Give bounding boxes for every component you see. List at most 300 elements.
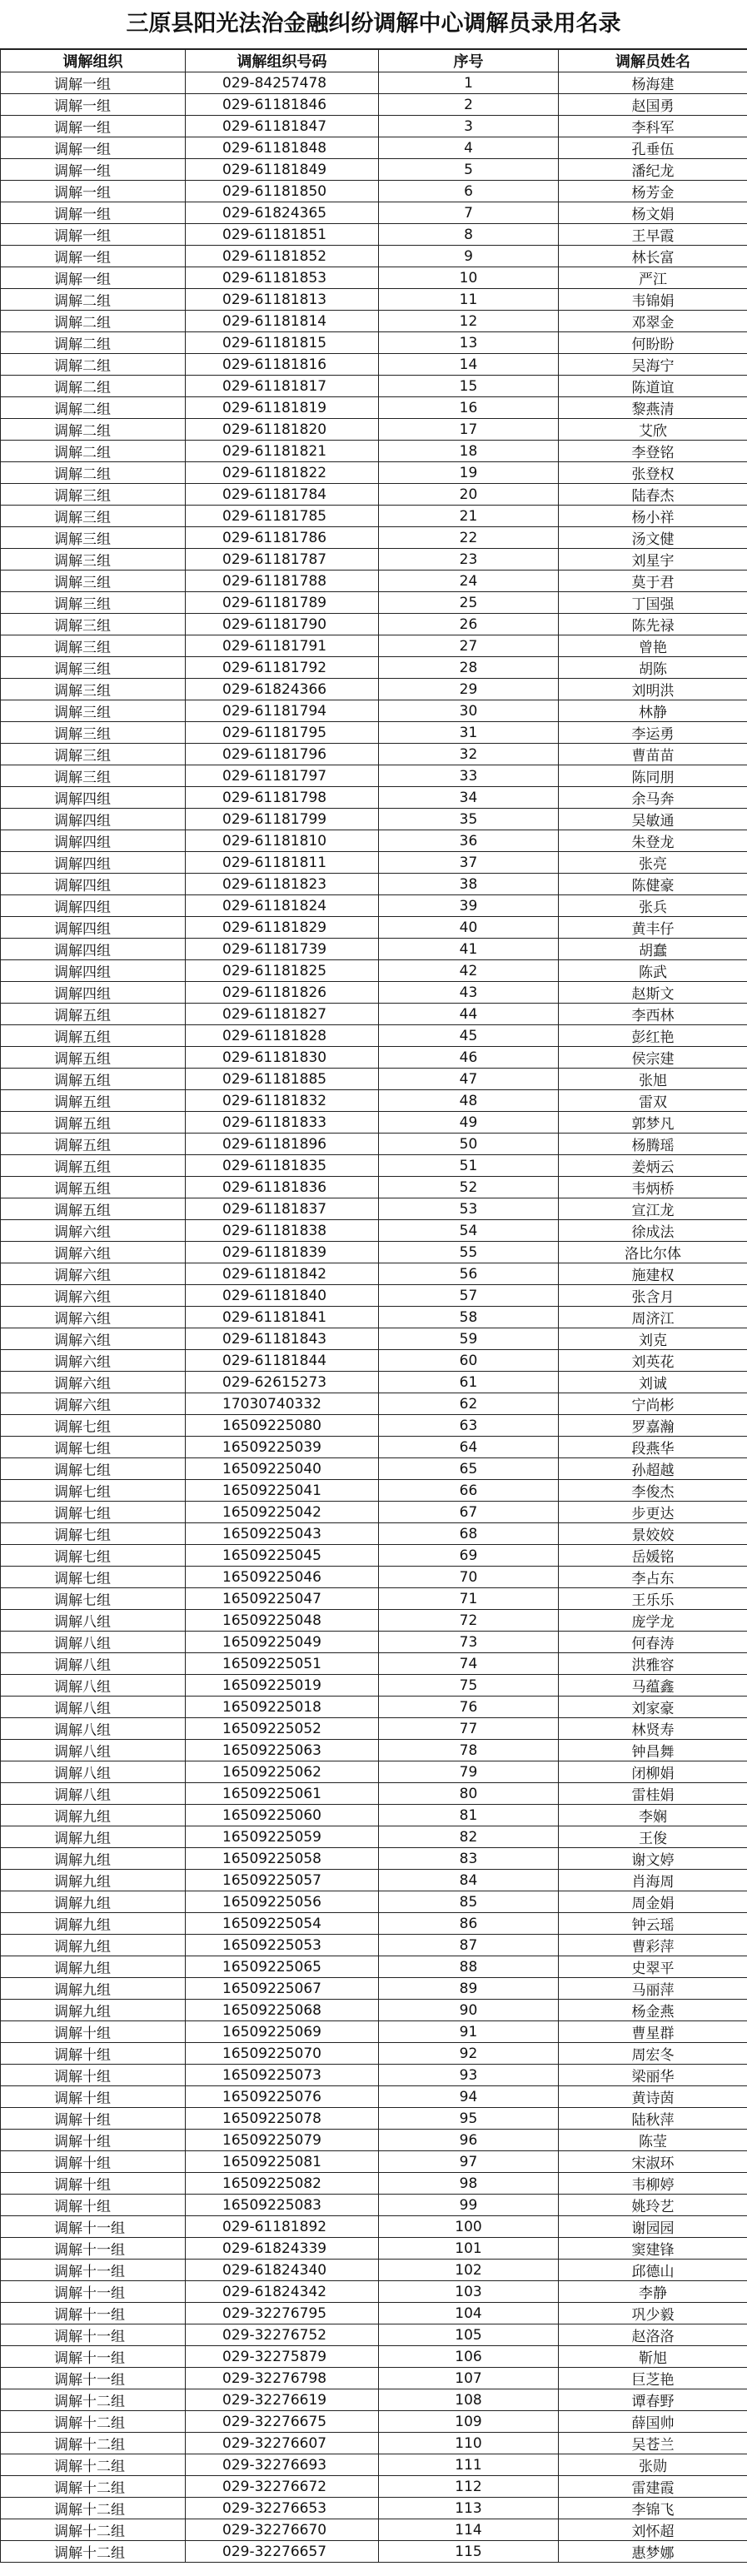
cell-phone: 16509225082	[186, 2173, 379, 2195]
table-row	[1, 2541, 747, 2563]
cell-organization: 调解一组	[1, 181, 186, 202]
cell-mediator-name: 段燕华	[559, 1437, 747, 1458]
cell-organization: 调解一组	[1, 246, 186, 267]
cell-phone: 16509225052	[186, 1718, 379, 1740]
cell-sequence: 67	[379, 1502, 559, 1523]
table-row	[1, 700, 747, 722]
cell-sequence: 76	[379, 1697, 559, 1718]
cell-phone: 029-61181846	[186, 94, 379, 116]
cell-mediator-name: 钟云瑶	[559, 1913, 747, 1935]
cell-mediator-name: 杨金燕	[559, 2000, 747, 2021]
cell-phone: 16509225041	[186, 1480, 379, 1502]
cell-phone: 16509225058	[186, 1848, 379, 1870]
cell-organization: 调解十二组	[1, 2498, 186, 2519]
cell-sequence: 29	[379, 679, 559, 700]
cell-phone: 16509225065	[186, 1956, 379, 1978]
cell-phone: 029-61181797	[186, 765, 379, 787]
cell-sequence: 69	[379, 1545, 559, 1567]
cell-phone: 029-62615273	[186, 1372, 379, 1393]
cell-organization: 调解八组	[1, 1610, 186, 1632]
table-row	[1, 2043, 747, 2065]
cell-organization: 调解四组	[1, 830, 186, 852]
cell-mediator-name: 姚玲艺	[559, 2195, 747, 2216]
table-row	[1, 1718, 747, 1740]
cell-phone: 029-61824342	[186, 2281, 379, 2303]
cell-sequence: 77	[379, 1718, 559, 1740]
cell-organization: 调解八组	[1, 1740, 186, 1761]
cell-phone: 16509225039	[186, 1437, 379, 1458]
cell-mediator-name: 张兵	[559, 895, 747, 917]
cell-mediator-name: 惠梦娜	[559, 2541, 747, 2563]
cell-phone: 029-61181835	[186, 1155, 379, 1177]
cell-sequence: 68	[379, 1523, 559, 1545]
cell-phone: 029-61181819	[186, 397, 379, 419]
table-row	[1, 2281, 747, 2303]
table-row	[1, 2303, 747, 2324]
table-row	[1, 202, 747, 224]
cell-mediator-name: 李娴	[559, 1805, 747, 1826]
cell-sequence: 86	[379, 1913, 559, 1935]
cell-mediator-name: 步更达	[559, 1502, 747, 1523]
cell-mediator-name: 王早霞	[559, 224, 747, 246]
table-row	[1, 137, 747, 159]
cell-organization: 调解一组	[1, 116, 186, 137]
cell-organization: 调解一组	[1, 159, 186, 181]
cell-sequence: 71	[379, 1588, 559, 1610]
cell-sequence: 50	[379, 1134, 559, 1155]
table-row	[1, 982, 747, 1004]
cell-mediator-name: 陆春杰	[559, 484, 747, 506]
table-row	[1, 852, 747, 874]
cell-sequence: 32	[379, 744, 559, 765]
cell-phone: 029-61181822	[186, 462, 379, 484]
cell-phone: 029-61181788	[186, 571, 379, 592]
cell-phone: 16509225068	[186, 2000, 379, 2021]
cell-phone: 029-61181810	[186, 830, 379, 852]
table-row	[1, 224, 747, 246]
cell-sequence: 42	[379, 960, 559, 982]
table-row	[1, 1783, 747, 1805]
cell-phone: 029-32276670	[186, 2519, 379, 2541]
cell-mediator-name: 谭春野	[559, 2389, 747, 2411]
table-row	[1, 1761, 747, 1783]
cell-sequence: 112	[379, 2476, 559, 2498]
cell-organization: 调解三组	[1, 549, 186, 571]
cell-sequence: 54	[379, 1220, 559, 1242]
cell-mediator-name: 肖海周	[559, 1870, 747, 1891]
cell-organization: 调解三组	[1, 506, 186, 527]
cell-sequence: 26	[379, 614, 559, 635]
table-row	[1, 1328, 747, 1350]
table-row	[1, 2476, 747, 2498]
cell-organization: 调解五组	[1, 1004, 186, 1025]
table-row	[1, 2108, 747, 2130]
table-row	[1, 1177, 747, 1198]
cell-phone: 029-61181821	[186, 441, 379, 462]
cell-mediator-name: 梁丽华	[559, 2065, 747, 2086]
cell-organization: 调解二组	[1, 462, 186, 484]
cell-phone: 029-61181852	[186, 246, 379, 267]
table-row	[1, 2130, 747, 2151]
table-row	[1, 2498, 747, 2519]
cell-organization: 调解九组	[1, 1913, 186, 1935]
cell-organization: 调解十组	[1, 2043, 186, 2065]
cell-organization: 调解一组	[1, 224, 186, 246]
cell-organization: 调解十二组	[1, 2433, 186, 2454]
cell-phone: 029-32276795	[186, 2303, 379, 2324]
cell-mediator-name: 谢文婷	[559, 1848, 747, 1870]
cell-mediator-name: 胡陈	[559, 657, 747, 679]
cell-phone: 029-61181839	[186, 1242, 379, 1263]
cell-sequence: 44	[379, 1004, 559, 1025]
cell-organization: 调解二组	[1, 311, 186, 332]
cell-sequence: 80	[379, 1783, 559, 1805]
table-row	[1, 246, 747, 267]
cell-organization: 调解七组	[1, 1437, 186, 1458]
table-row	[1, 1112, 747, 1134]
cell-mediator-name: 孙超越	[559, 1458, 747, 1480]
cell-phone: 029-61181820	[186, 419, 379, 441]
table-row	[1, 1025, 747, 1047]
cell-mediator-name: 余马奔	[559, 787, 747, 809]
cell-organization: 调解四组	[1, 917, 186, 939]
table-row	[1, 1458, 747, 1480]
cell-organization: 调解三组	[1, 679, 186, 700]
cell-organization: 调解三组	[1, 614, 186, 635]
cell-mediator-name: 朱登龙	[559, 830, 747, 852]
cell-sequence: 25	[379, 592, 559, 614]
table-row	[1, 2324, 747, 2346]
table-row	[1, 376, 747, 397]
cell-sequence: 20	[379, 484, 559, 506]
cell-organization: 调解二组	[1, 289, 186, 311]
cell-phone: 029-61181787	[186, 549, 379, 571]
table-row	[1, 1653, 747, 1675]
cell-phone: 16509225080	[186, 1415, 379, 1437]
table-row	[1, 1545, 747, 1567]
cell-mediator-name: 郭梦凡	[559, 1112, 747, 1134]
cell-mediator-name: 李占东	[559, 1567, 747, 1588]
cell-mediator-name: 刘明洪	[559, 679, 747, 700]
cell-phone: 029-61181824	[186, 895, 379, 917]
cell-mediator-name: 马蕴鑫	[559, 1675, 747, 1697]
cell-organization: 调解五组	[1, 1090, 186, 1112]
cell-phone: 029-61181841	[186, 1307, 379, 1328]
cell-organization: 调解十组	[1, 2021, 186, 2043]
cell-organization: 调解八组	[1, 1632, 186, 1653]
cell-phone: 16509225076	[186, 2086, 379, 2108]
cell-mediator-name: 吴敏通	[559, 809, 747, 830]
cell-sequence: 66	[379, 1480, 559, 1502]
cell-sequence: 5	[379, 159, 559, 181]
cell-mediator-name: 张勋	[559, 2454, 747, 2476]
cell-mediator-name: 岳媛铭	[559, 1545, 747, 1567]
cell-organization: 调解十组	[1, 2065, 186, 2086]
table-row	[1, 2454, 747, 2476]
cell-sequence: 81	[379, 1805, 559, 1826]
cell-mediator-name: 洪雅容	[559, 1653, 747, 1675]
cell-sequence: 55	[379, 1242, 559, 1263]
cell-organization: 调解十组	[1, 2173, 186, 2195]
cell-organization: 调解二组	[1, 419, 186, 441]
cell-organization: 调解四组	[1, 874, 186, 895]
cell-phone: 16509225060	[186, 1805, 379, 1826]
cell-phone: 029-61181842	[186, 1263, 379, 1285]
cell-phone: 029-32276675	[186, 2411, 379, 2433]
document-title: 三原县阳光法治金融纠纷调解中心调解员录用名录	[0, 0, 747, 49]
cell-mediator-name: 周济江	[559, 1307, 747, 1328]
cell-phone: 029-61181815	[186, 332, 379, 354]
cell-phone: 029-61824340	[186, 2260, 379, 2281]
cell-sequence: 109	[379, 2411, 559, 2433]
cell-sequence: 19	[379, 462, 559, 484]
cell-mediator-name: 张登权	[559, 462, 747, 484]
cell-sequence: 38	[379, 874, 559, 895]
cell-mediator-name: 宁尚彬	[559, 1393, 747, 1415]
cell-mediator-name: 闭柳娟	[559, 1761, 747, 1783]
cell-organization: 调解四组	[1, 960, 186, 982]
table-row	[1, 917, 747, 939]
table-row	[1, 311, 747, 332]
table-row	[1, 1826, 747, 1848]
cell-sequence: 101	[379, 2238, 559, 2260]
cell-mediator-name: 陈莹	[559, 2130, 747, 2151]
table-row	[1, 2086, 747, 2108]
cell-mediator-name: 陆秋萍	[559, 2108, 747, 2130]
cell-organization: 调解四组	[1, 787, 186, 809]
cell-sequence: 28	[379, 657, 559, 679]
cell-mediator-name: 曾艳	[559, 635, 747, 657]
cell-phone: 029-61181849	[186, 159, 379, 181]
cell-phone: 029-32275879	[186, 2346, 379, 2368]
cell-mediator-name: 曹彩萍	[559, 1935, 747, 1956]
cell-organization: 调解十组	[1, 2151, 186, 2173]
cell-phone: 16509225062	[186, 1761, 379, 1783]
table-row	[1, 1913, 747, 1935]
cell-organization: 调解五组	[1, 1025, 186, 1047]
table-row	[1, 1523, 747, 1545]
cell-phone: 029-61181830	[186, 1047, 379, 1069]
cell-organization: 调解十二组	[1, 2541, 186, 2563]
table-row	[1, 1805, 747, 1826]
table-row	[1, 2021, 747, 2043]
cell-mediator-name: 徐成法	[559, 1220, 747, 1242]
table-row	[1, 1675, 747, 1697]
cell-sequence: 95	[379, 2108, 559, 2130]
cell-mediator-name: 彭红艳	[559, 1025, 747, 1047]
cell-phone: 16509225043	[186, 1523, 379, 1545]
cell-phone: 029-61181892	[186, 2216, 379, 2238]
cell-organization: 调解七组	[1, 1480, 186, 1502]
cell-sequence: 83	[379, 1848, 559, 1870]
cell-organization: 调解五组	[1, 1112, 186, 1134]
cell-phone: 029-61181799	[186, 809, 379, 830]
cell-sequence: 63	[379, 1415, 559, 1437]
cell-phone: 16509225054	[186, 1913, 379, 1935]
cell-sequence: 4	[379, 137, 559, 159]
cell-sequence: 22	[379, 527, 559, 549]
table-row	[1, 1069, 747, 1090]
table-row	[1, 744, 747, 765]
cell-mediator-name: 吴苍兰	[559, 2433, 747, 2454]
cell-mediator-name: 丁国强	[559, 592, 747, 614]
table-row	[1, 1697, 747, 1718]
cell-organization: 调解六组	[1, 1263, 186, 1285]
cell-organization: 调解八组	[1, 1653, 186, 1675]
cell-mediator-name: 王乐乐	[559, 1588, 747, 1610]
cell-phone: 029-61181850	[186, 181, 379, 202]
cell-organization: 调解十组	[1, 2108, 186, 2130]
cell-organization: 调解九组	[1, 1956, 186, 1978]
table-row	[1, 895, 747, 917]
cell-mediator-name: 杨文娟	[559, 202, 747, 224]
cell-sequence: 52	[379, 1177, 559, 1198]
table-row	[1, 2433, 747, 2454]
cell-organization: 调解五组	[1, 1047, 186, 1069]
cell-sequence: 90	[379, 2000, 559, 2021]
cell-sequence: 79	[379, 1761, 559, 1783]
table-row	[1, 2173, 747, 2195]
table-row	[1, 72, 747, 94]
table-row	[1, 1004, 747, 1025]
table-row	[1, 2411, 747, 2433]
cell-phone: 029-32276798	[186, 2368, 379, 2389]
cell-organization: 调解六组	[1, 1393, 186, 1415]
cell-sequence: 100	[379, 2216, 559, 2238]
table-row	[1, 1263, 747, 1285]
cell-organization: 调解三组	[1, 484, 186, 506]
table-row	[1, 2065, 747, 2086]
cell-mediator-name: 林贤寿	[559, 1718, 747, 1740]
table-row	[1, 1307, 747, 1328]
cell-sequence: 60	[379, 1350, 559, 1372]
cell-organization: 调解七组	[1, 1588, 186, 1610]
cell-sequence: 9	[379, 246, 559, 267]
cell-mediator-name: 胡蠢	[559, 939, 747, 960]
table-row	[1, 592, 747, 614]
cell-sequence: 37	[379, 852, 559, 874]
cell-phone: 029-61181832	[186, 1090, 379, 1112]
cell-mediator-name: 洛比尔体	[559, 1242, 747, 1263]
cell-mediator-name: 赵国勇	[559, 94, 747, 116]
cell-organization: 调解三组	[1, 700, 186, 722]
cell-sequence: 89	[379, 1978, 559, 2000]
cell-organization: 调解十一组	[1, 2368, 186, 2389]
table-row	[1, 1090, 747, 1112]
cell-mediator-name: 严江	[559, 267, 747, 289]
cell-sequence: 91	[379, 2021, 559, 2043]
cell-sequence: 88	[379, 1956, 559, 1978]
header-organization: 调解组织	[1, 50, 186, 72]
cell-sequence: 97	[379, 2151, 559, 2173]
cell-organization: 调解一组	[1, 202, 186, 224]
cell-mediator-name: 李登铭	[559, 441, 747, 462]
cell-organization: 调解十二组	[1, 2476, 186, 2498]
cell-mediator-name: 李西林	[559, 1004, 747, 1025]
cell-mediator-name: 宣江龙	[559, 1198, 747, 1220]
cell-organization: 调解六组	[1, 1328, 186, 1350]
cell-sequence: 99	[379, 2195, 559, 2216]
cell-sequence: 51	[379, 1155, 559, 1177]
cell-mediator-name: 李俊杰	[559, 1480, 747, 1502]
cell-sequence: 57	[379, 1285, 559, 1307]
cell-phone: 029-61181843	[186, 1328, 379, 1350]
cell-sequence: 43	[379, 982, 559, 1004]
cell-phone: 029-61824365	[186, 202, 379, 224]
cell-organization: 调解六组	[1, 1242, 186, 1263]
cell-mediator-name: 邱德山	[559, 2260, 747, 2281]
cell-mediator-name: 陈先禄	[559, 614, 747, 635]
table-row	[1, 1978, 747, 2000]
cell-organization: 调解八组	[1, 1718, 186, 1740]
table-row	[1, 1632, 747, 1653]
cell-sequence: 45	[379, 1025, 559, 1047]
cell-phone: 17030740332	[186, 1393, 379, 1415]
cell-organization: 调解四组	[1, 982, 186, 1004]
cell-organization: 调解四组	[1, 809, 186, 830]
cell-phone: 029-61181825	[186, 960, 379, 982]
cell-sequence: 12	[379, 311, 559, 332]
cell-organization: 调解二组	[1, 332, 186, 354]
cell-mediator-name: 林静	[559, 700, 747, 722]
table-row	[1, 1393, 747, 1415]
cell-sequence: 34	[379, 787, 559, 809]
cell-sequence: 6	[379, 181, 559, 202]
cell-organization: 调解七组	[1, 1545, 186, 1567]
cell-mediator-name: 杨芳金	[559, 181, 747, 202]
cell-sequence: 110	[379, 2433, 559, 2454]
cell-phone: 029-61181844	[186, 1350, 379, 1372]
cell-phone: 029-61181794	[186, 700, 379, 722]
cell-organization: 调解五组	[1, 1069, 186, 1090]
table-row	[1, 419, 747, 441]
cell-mediator-name: 张含月	[559, 1285, 747, 1307]
cell-mediator-name: 汤文健	[559, 527, 747, 549]
table-row	[1, 1242, 747, 1263]
cell-mediator-name: 韦柳婷	[559, 2173, 747, 2195]
cell-organization: 调解三组	[1, 592, 186, 614]
cell-organization: 调解九组	[1, 2000, 186, 2021]
cell-phone: 029-61181826	[186, 982, 379, 1004]
cell-sequence: 18	[379, 441, 559, 462]
cell-organization: 调解三组	[1, 722, 186, 744]
cell-sequence: 8	[379, 224, 559, 246]
cell-organization: 调解七组	[1, 1567, 186, 1588]
cell-organization: 调解三组	[1, 744, 186, 765]
cell-mediator-name: 刘英花	[559, 1350, 747, 1372]
cell-mediator-name: 靳旭	[559, 2346, 747, 2368]
cell-mediator-name: 李静	[559, 2281, 747, 2303]
cell-sequence: 105	[379, 2324, 559, 2346]
cell-sequence: 85	[379, 1891, 559, 1913]
cell-phone: 029-61181847	[186, 116, 379, 137]
cell-organization: 调解十一组	[1, 2324, 186, 2346]
cell-phone: 029-61181796	[186, 744, 379, 765]
header-mediator-name: 调解员姓名	[559, 50, 747, 72]
mediator-table	[0, 49, 747, 2563]
cell-mediator-name: 陈同朋	[559, 765, 747, 787]
cell-organization: 调解六组	[1, 1350, 186, 1372]
table-row	[1, 1891, 747, 1913]
cell-phone: 16509225018	[186, 1697, 379, 1718]
table-row	[1, 1134, 747, 1155]
cell-organization: 调解七组	[1, 1502, 186, 1523]
table-row	[1, 830, 747, 852]
table-row	[1, 1437, 747, 1458]
cell-sequence: 11	[379, 289, 559, 311]
cell-sequence: 94	[379, 2086, 559, 2108]
cell-sequence: 92	[379, 2043, 559, 2065]
